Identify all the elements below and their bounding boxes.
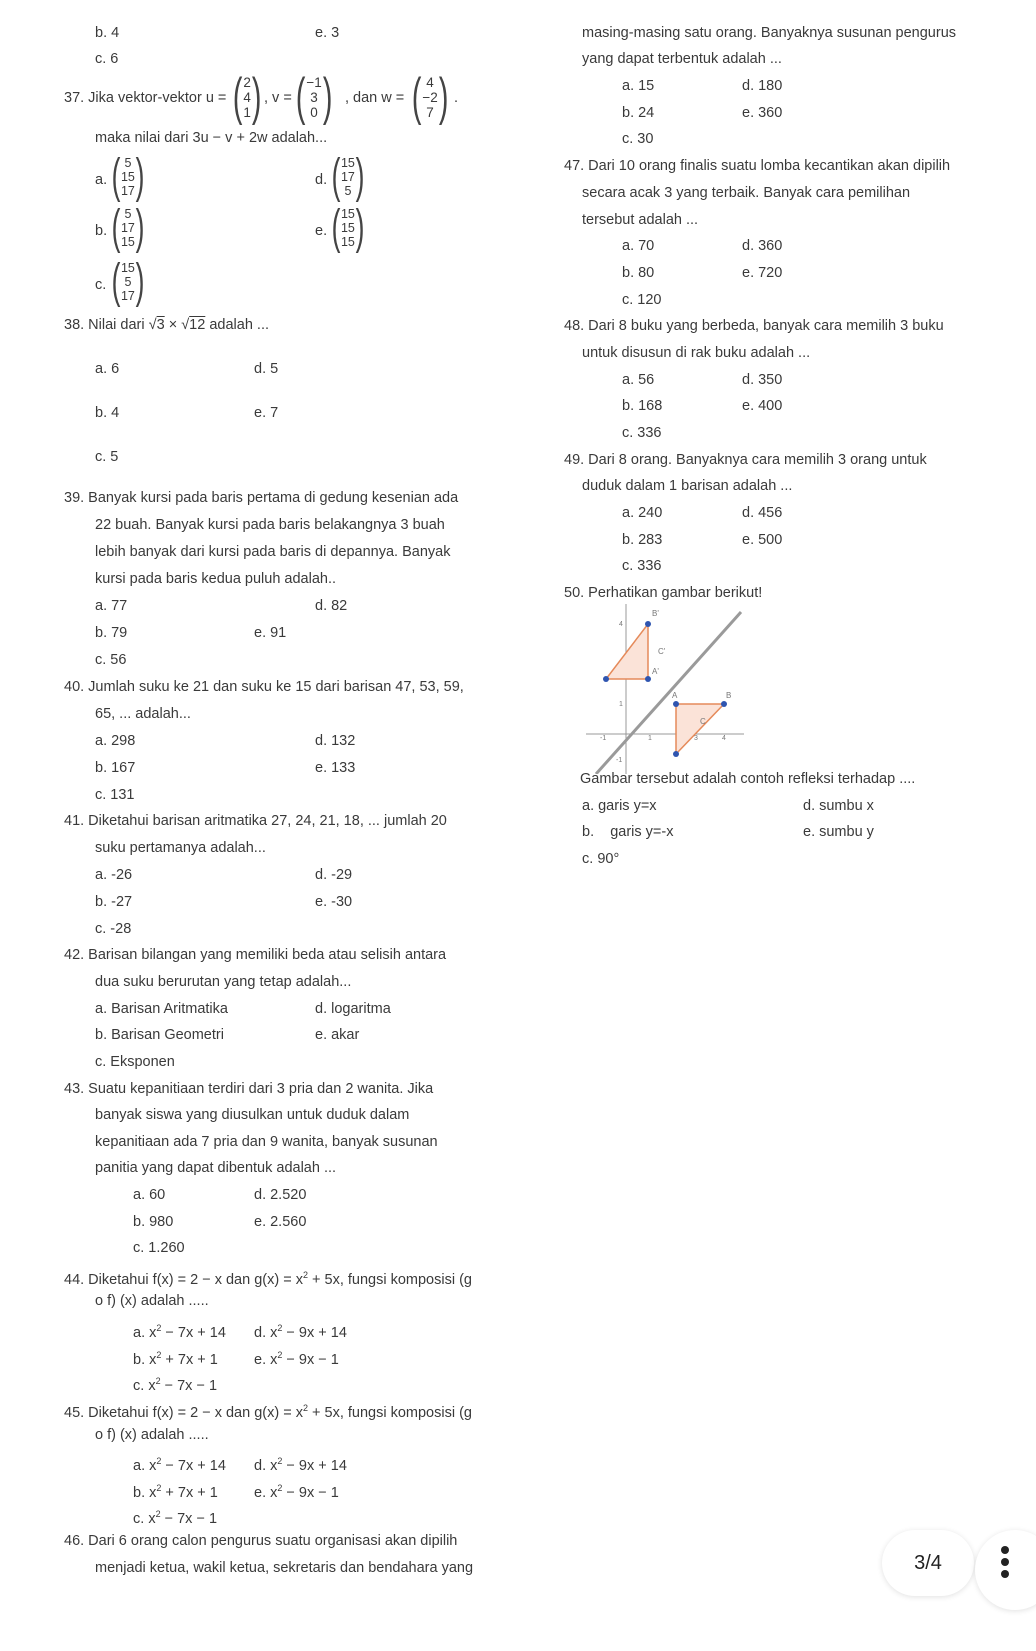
q49-e: e. 500	[742, 532, 783, 548]
q40-c: c. 131	[95, 787, 135, 803]
q44-b: b. $x^2 + 7x + 1$	[133, 1350, 218, 1368]
q39-a: a. 77	[95, 598, 128, 614]
tick-y-4: 4	[619, 621, 623, 628]
q37-a-label: a.	[95, 172, 108, 188]
q42-b: b. Barisan Geometri	[95, 1027, 224, 1043]
q37-option-d: ( 15 17 5 )	[331, 150, 365, 203]
point-a	[673, 701, 679, 707]
q37-c-label: c.	[95, 277, 107, 293]
q47-line1: 47. Dari 10 orang finalis suatu lomba kecantikan akan dipilih	[564, 158, 951, 174]
q42-line2: dua suku berurutan yang tetap adalah...	[95, 974, 352, 990]
q45-c: c. $x^2 - 7x - 1$	[133, 1509, 218, 1527]
q45-d: d. $x^2 - 9x + 14$	[254, 1456, 347, 1474]
q40-line2: 65, ... adalah...	[95, 706, 191, 722]
q49-c: c. 336	[622, 558, 662, 574]
q48-b: b. 168	[622, 398, 663, 414]
q39-line1: 39. Banyak kursi pada baris pertama di gedung kesenian ada	[64, 490, 459, 506]
label-b: B	[726, 691, 732, 700]
q41-line2: suku pertamanya adalah...	[95, 840, 266, 856]
q41-e: e. -30	[315, 894, 353, 910]
q44-line1: 44. Diketahui f(x) = 2 − x dan $g(x) = x^2 + 5x$, fungsi komposisi (g	[64, 1270, 472, 1288]
q47-line3: tersebut adalah ...	[582, 212, 699, 228]
q37-end: .	[454, 90, 459, 106]
opt-c: c. 6	[95, 51, 119, 67]
q39-b: b. 79	[95, 625, 128, 641]
tick-y-neg1: -1	[616, 757, 623, 764]
q47-b: b. 80	[622, 265, 655, 281]
q46-e: e. 360	[742, 105, 783, 121]
q38-a: a. 6	[95, 361, 120, 377]
q37-b-label: b.	[95, 223, 108, 239]
q41-line1: 41. Diketahui barisan aritmatika 27, 24, 21, 18, ... jumlah 20	[64, 813, 447, 829]
q46-a: a. 15	[622, 78, 655, 94]
q45-e: e. $x^2 - 9x - 1$	[254, 1483, 339, 1501]
point-c	[673, 751, 679, 757]
q43-d: d. 2.520	[254, 1187, 307, 1203]
q49-d: d. 456	[742, 505, 783, 521]
q39-e: e. 91	[254, 625, 287, 641]
q44-line2: o f) (x) adalah .....	[95, 1293, 209, 1309]
label-a-prime: A'	[652, 667, 659, 676]
q43-line1: 43. Suatu kepanitiaan terdiri dari 3 pria dan 2 wanita. Jika	[64, 1081, 434, 1097]
q44-a: a. $x^2 - 7x + 14$	[133, 1323, 226, 1341]
q37-option-a: ( 5 15 17 )	[111, 150, 145, 203]
page-indicator: 3/4	[882, 1530, 974, 1596]
q41-a: a. -26	[95, 867, 133, 883]
mirror-line	[596, 612, 741, 774]
more-dot-icon	[1001, 1546, 1009, 1554]
tick-x-3: 3	[694, 735, 698, 742]
label-c-prime: C'	[658, 647, 666, 656]
q39-line4: kursi pada baris kedua puluh adalah..	[95, 571, 337, 587]
q42-line1: 42. Barisan bilangan yang memiliki beda atau selisih antara	[64, 947, 447, 963]
q40-b: b. 167	[95, 760, 136, 776]
q37-option-e: ( 15 15 15 )	[331, 201, 365, 254]
q50-line2: Gambar tersebut adalah contoh refleksi terhadap ....	[580, 771, 916, 787]
q37-v-label: , v =	[264, 90, 292, 106]
q43-line4: panitia yang dapat dibentuk adalah ...	[95, 1160, 337, 1176]
point-c-prime	[603, 676, 609, 682]
q45-line1: 45. Diketahui f(x) = 2 − x dan $g(x) = x^2 + 5x$, fungsi komposisi (g	[64, 1403, 472, 1421]
triangle-original	[676, 704, 724, 754]
q37-stem: 37. Jika vektor-vektor u =	[64, 90, 227, 106]
q39-c: c. 56	[95, 652, 127, 668]
q47-d: d. 360	[742, 238, 783, 254]
q45-a: a. $x^2 - 7x + 14$	[133, 1456, 226, 1474]
q42-a: a. Barisan Aritmatika	[95, 1001, 228, 1017]
more-options-button[interactable]	[975, 1530, 1036, 1610]
q42-d: d. logaritma	[315, 1001, 391, 1017]
q48-line2: untuk disusun di rak buku adalah ...	[582, 345, 811, 361]
label-b-prime: B'	[652, 609, 659, 618]
q48-line1: 48. Dari 8 buku yang berbeda, banyak cara memilih 3 buku	[564, 318, 944, 334]
q46-line2: menjadi ketua, wakil ketua, sekretaris dan bendahara yang	[95, 1560, 474, 1576]
q38-c: c. 5	[95, 449, 119, 465]
q50-a: a. garis y=x	[582, 798, 657, 814]
q43-c: c. 1.260	[133, 1240, 185, 1256]
q45-b: b. $x^2 + 7x + 1$	[133, 1483, 218, 1501]
q39-line2: 22 buah. Banyak kursi pada baris belakangnya 3 buah	[95, 517, 445, 533]
reflection-graph	[586, 604, 746, 774]
point-a-prime	[645, 676, 651, 682]
q43-line2: banyak siswa yang diusulkan untuk duduk dalam	[95, 1107, 410, 1123]
q50-b: b. garis y=-x	[582, 824, 674, 840]
q41-b: b. -27	[95, 894, 133, 910]
q40-a: a. 298	[95, 733, 136, 749]
triangle-image	[606, 624, 648, 679]
q41-c: c. -28	[95, 921, 132, 937]
q37-w-label: , dan w =	[345, 90, 405, 106]
q50-c: c. 90°	[582, 851, 620, 867]
q38-b: b. 4	[95, 405, 120, 421]
q48-a: a. 56	[622, 372, 655, 388]
q42-e: e. akar	[315, 1027, 360, 1043]
q49-b: b. 283	[622, 532, 663, 548]
q48-e: e. 400	[742, 398, 783, 414]
label-a: A	[672, 691, 678, 700]
q43-e: e. 2.560	[254, 1214, 307, 1230]
q47-a: a. 70	[622, 238, 655, 254]
q38-d: d. 5	[254, 361, 279, 377]
q39-d: d. 82	[315, 598, 348, 614]
q46-line1: 46. Dari 6 orang calon pengurus suatu organisasi akan dipilih	[64, 1533, 458, 1549]
q37-e-label: e.	[315, 223, 328, 239]
q40-e: e. 133	[315, 760, 356, 776]
q47-e: e. 720	[742, 265, 783, 281]
vector-v: ( −1 3 0 )	[295, 68, 333, 126]
q48-d: d. 350	[742, 372, 783, 388]
tick-x-neg1: -1	[600, 735, 607, 742]
q47-c: c. 120	[622, 292, 662, 308]
q40-line1: 40. Jumlah suku ke 21 dan suku ke 15 dari barisan 47, 53, 59,	[64, 679, 464, 695]
q50-line1: 50. Perhatikan gambar berikut!	[564, 585, 763, 601]
q45-line2: o f) (x) adalah .....	[95, 1427, 209, 1443]
vector-u: ( 2 4 1 )	[232, 68, 262, 126]
q44-d: d. $x^2 - 9x + 14$	[254, 1323, 347, 1341]
q40-d: d. 132	[315, 733, 356, 749]
q50-d: d. sumbu x	[803, 798, 874, 814]
q44-e: e. $x^2 - 9x - 1$	[254, 1350, 339, 1368]
q37-d-label: d.	[315, 172, 328, 188]
q46-d: d. 180	[742, 78, 783, 94]
opt-b: b. 4	[95, 25, 120, 41]
point-b	[721, 701, 727, 707]
point-b-prime	[645, 621, 651, 627]
q49-line1: 49. Dari 8 orang. Banyaknya cara memilih 3 orang untuk	[564, 452, 927, 468]
q37-option-c: ( 15 5 17 )	[111, 255, 145, 308]
q37-option-b: ( 5 17 15 )	[111, 201, 145, 254]
q47-line2: secara acak 3 yang terbaik. Banyak cara pemilihan	[582, 185, 911, 201]
q46-b: b. 24	[622, 105, 655, 121]
more-dot-icon	[1001, 1570, 1009, 1578]
vector-w: ( 4 −2 7 )	[411, 68, 449, 126]
q46-c: c. 30	[622, 131, 654, 147]
q49-line2: duduk dalam 1 barisan adalah ...	[582, 478, 793, 494]
q43-a: a. 60	[133, 1187, 166, 1203]
tick-x-1: 1	[648, 735, 652, 742]
q37-line2: maka nilai dari 3u − v + 2w adalah...	[95, 130, 328, 146]
q50-e: e. sumbu y	[803, 824, 874, 840]
tick-x-4: 4	[722, 735, 726, 742]
q46-cont-line1: masing-masing satu orang. Banyaknya susunan pengurus	[582, 25, 957, 41]
more-dot-icon	[1001, 1558, 1009, 1566]
q39-line3: lebih banyak dari kursi pada baris di depannya. Banyak	[95, 544, 451, 560]
label-c: C	[700, 717, 706, 726]
q41-d: d. -29	[315, 867, 353, 883]
q46-cont-line2: yang dapat terbentuk adalah ...	[582, 51, 782, 67]
tick-y-1: 1	[619, 701, 623, 708]
q48-c: c. 336	[622, 425, 662, 441]
q38-e: e. 7	[254, 405, 279, 421]
opt-e: e. 3	[315, 25, 340, 41]
q49-a: a. 240	[622, 505, 663, 521]
q38-stem: 38. Nilai dari √3 × √12 adalah ...	[64, 317, 270, 333]
q42-c: c. Eksponen	[95, 1054, 175, 1070]
q43-line3: kepanitiaan ada 7 pria dan 9 wanita, banyak susunan	[95, 1134, 438, 1150]
q44-c: c. $x^2 - 7x - 1$	[133, 1376, 218, 1394]
q43-b: b. 980	[133, 1214, 174, 1230]
